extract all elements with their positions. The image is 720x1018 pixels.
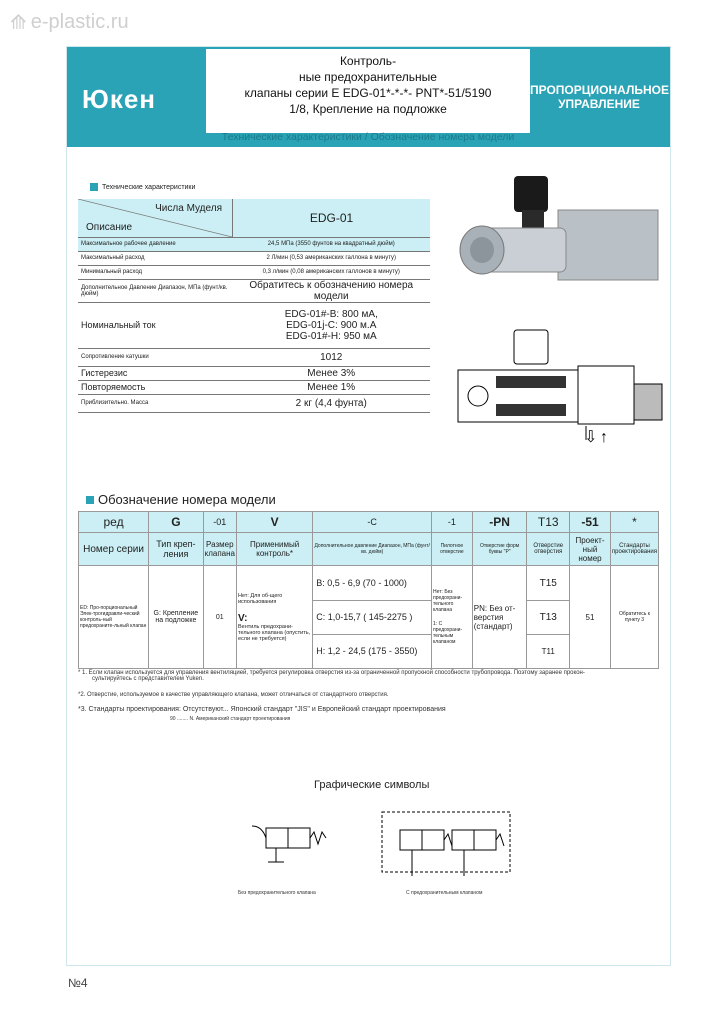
spec-header-model-numbers: Числа Муделя — [155, 203, 222, 214]
standards-cell: Обратитесь к пункту 3 — [610, 566, 658, 669]
spec-table — [78, 199, 430, 413]
spec-label: Минимальный расход — [78, 265, 233, 279]
symbol-without-relief — [238, 816, 330, 868]
code-cell: V — [236, 512, 312, 533]
header-cell: Отверстие отверстия — [527, 533, 570, 566]
spec-label: Повторяемость — [78, 380, 233, 394]
note-3: *3. Стандарты проектирования: Отсутствуют... Японский стандарт "JIS" и Европейский стандарт проектирования — [78, 706, 446, 713]
spec-value: Обратитесь к обозначению номера модели — [233, 279, 431, 302]
watermark-icon: ⟰ — [10, 12, 27, 34]
header-cell: Применимый контроль* — [236, 533, 312, 566]
section-marker-icon — [90, 183, 98, 191]
spec-value: 2 кг (4,4 фунта) — [233, 394, 431, 412]
design-number-cell: 51 — [570, 566, 611, 669]
header-cell: Тип креп-ления — [149, 533, 204, 566]
mounting-cell: G: Крепление на подложке — [149, 566, 204, 669]
spec-header-left — [78, 199, 233, 237]
control-none: Нет: Для об-щего использования — [237, 592, 283, 605]
specs-heading — [90, 183, 195, 191]
pilot-option: 1: С предохрани-тельным клапаном — [433, 621, 463, 645]
spec-label: Номинальный ток — [78, 302, 233, 348]
spec-value-current — [233, 302, 431, 348]
pilot-option: Нет: Без предохрани-тельного клапана — [433, 589, 463, 613]
spec-header-model: EDG-01 — [233, 199, 431, 237]
spec-label: Сопротивление катушки — [78, 348, 233, 366]
watermark-text: e-plastic.ru — [30, 11, 129, 33]
code-cell: -C — [313, 512, 432, 533]
model-heading — [86, 492, 276, 507]
page-title — [206, 53, 530, 117]
spec-label: Максимальное рабочее давление — [78, 237, 233, 251]
code-cell: G — [149, 512, 204, 533]
spec-value: Менее 1% — [233, 380, 431, 394]
page-subtitle: Технические характеристики / Обозначение номера модели — [221, 131, 515, 143]
spec-value-line: EDG-01j-C: 900 м.А — [286, 319, 377, 331]
header-cell: Номер серии — [79, 533, 149, 566]
spec-value-line: EDG-01#-H: 950 мА — [285, 330, 377, 342]
title-line: 1/8, Крепление на подложке — [289, 102, 447, 116]
symbols-title: Графические символы — [314, 779, 430, 791]
spec-label: Максимальный расход — [78, 251, 233, 265]
brand-logo: Юкен — [82, 84, 156, 114]
spec-value: 1012 — [233, 348, 431, 366]
code-cell: T13 — [527, 512, 570, 533]
spec-value: 2 Л/мин (0,53 американских галлона в минуту) — [233, 251, 431, 265]
pressure-range: C: 1,0-15,7 ( 145-2275 ) — [313, 601, 431, 635]
header-cell: Размер клапана — [203, 533, 236, 566]
code-cell: -1 — [432, 512, 473, 533]
code-cell: -51 — [570, 512, 611, 533]
control-v-text: Вентиль предохрани-тельного клапана (опустить, если не требуется) — [237, 623, 311, 642]
code-cell: ред — [79, 512, 149, 533]
title-line: Контроль- — [339, 54, 397, 68]
pilot-cell — [432, 566, 473, 669]
valve-photo — [446, 170, 666, 290]
orifice-option: T15 — [527, 567, 569, 601]
symbol-with-relief — [378, 804, 518, 880]
header-cell: Пилотное отверстие — [432, 533, 473, 566]
header-cell: Проект-ный номер — [570, 533, 611, 566]
note-2: *2. Отверстие, используемое в качестве управляющего клапана, может отличаться от стандартного отверстия. — [78, 692, 389, 698]
control-cell — [236, 566, 312, 669]
valve-cross-section — [452, 326, 668, 444]
arrow-up-icon: ↑ — [600, 429, 608, 444]
watermark — [10, 10, 129, 35]
spec-value: 0,3 л/мин (0,08 американских галлонов в минуту) — [233, 265, 431, 279]
code-cell: -PN — [472, 512, 527, 533]
section-label: ПРОПОРЦИОНАЛЬНОЕ УПРАВЛЕНИЕ — [530, 83, 670, 111]
code-cell: -01 — [203, 512, 236, 533]
spec-label: Гистерезис — [78, 366, 233, 380]
note-line: * 1. Если клапан используется для управления вентиляцией, требуется регулировка отверстия из-за ограниченной пропускной способности трубопровода. Поэтому заранее прокон- — [78, 670, 585, 676]
header-cell: Стандарты проектирования — [610, 533, 658, 566]
note-4: 90 ........ N. Американский стандарт проектирования — [170, 716, 291, 722]
pressure-range: B: 0,5 - 6,9 (70 - 1000) — [313, 567, 431, 601]
page-number: №4 — [68, 976, 88, 990]
title-line: ные предохранительные — [299, 70, 437, 84]
p-port-cell: PN: Без от-верстия (стандарт) — [472, 566, 527, 669]
size-cell: 01 — [203, 566, 236, 669]
spec-value: Менее 3% — [233, 366, 431, 380]
header-cell: Отверстие форм буквы "P" — [472, 533, 527, 566]
orifice-option: T11 — [541, 646, 555, 656]
model-title: Обозначение номера модели — [98, 492, 276, 507]
symbol-left-caption: Без предохранительного клапана — [238, 890, 316, 896]
specs-title: Технические характеристики — [102, 183, 196, 191]
spec-label: Приблизительно. Масса — [78, 394, 233, 412]
series-cell: ED: Про-порциональный Элек-трогидравли-ческий контроль-ный предохраните-льный клапан — [79, 566, 149, 669]
spec-value-line: EDG-01#-B: 800 мА, — [284, 308, 378, 320]
title-line: клапаны серии E EDG-01*-*-*- PNT*-51/5190 — [244, 86, 492, 100]
diagonal-line-icon — [78, 199, 232, 237]
section-marker-icon — [86, 496, 94, 504]
spec-label: Дополнительное Давление Диапазон, МПа (фунт/кв. дюйм) — [78, 279, 233, 302]
note-line: сультируйтесь с представителем Yuken. — [92, 676, 204, 682]
symbol-right-caption: С предохранительным клапаном — [406, 890, 483, 896]
arrow-down-icon: ⇩ — [584, 429, 598, 444]
model-code-table — [78, 511, 659, 669]
header-cell: Дополнительное давление Диапазон, МПа (фунт/кв. дюйм) — [313, 533, 432, 566]
orifice-cell — [527, 566, 570, 669]
spec-header-description: Описание — [86, 221, 133, 233]
note-1 — [78, 670, 658, 682]
control-v-code: V: — [237, 612, 248, 624]
spec-value: 24,5 МПа (3550 фунтов на квадратный дюйм) — [233, 237, 431, 251]
code-cell: * — [610, 512, 658, 533]
orifice-option: T13 — [527, 601, 569, 635]
pressure-range: H: 1,2 - 24,5 (175 - 3550) — [316, 645, 418, 656]
pressure-cell — [313, 566, 432, 669]
